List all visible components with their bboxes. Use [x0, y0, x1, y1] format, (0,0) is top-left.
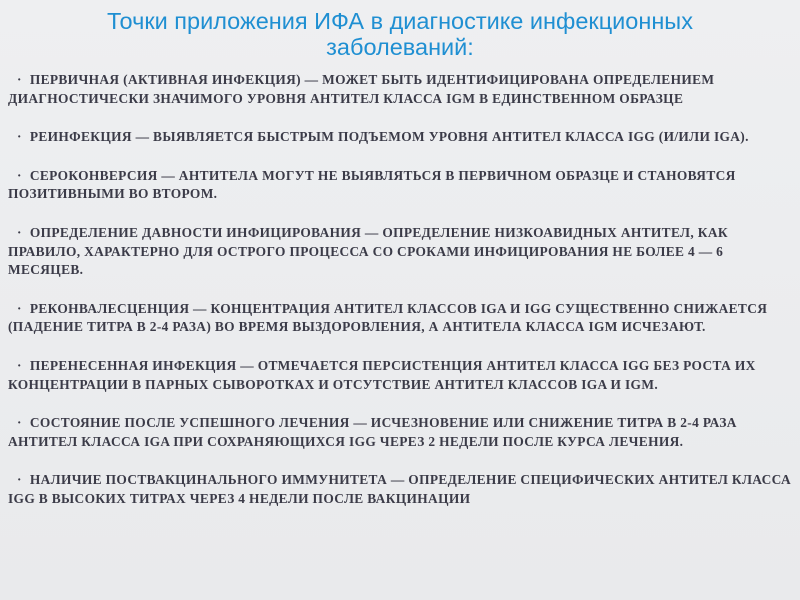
bullet-text: РЕКОНВАЛЕСЦЕНЦИЯ — КОНЦЕНТРАЦИЯ АНТИТЕЛ КЛАССОВ IGA И IGG СУЩЕСТВЕННО СНИЖАЕТСЯ (ПАДЕНИЕ ТИТРА В 2-4 РАЗА) ВО ВРЕМЯ ВЫЗДОРОВЛЕНИЯ, А АНТИТЕЛА КЛАССА IGM ИСЧЕЗАЮТ.	[8, 300, 768, 335]
slide-title-line2: заболеваний:	[326, 34, 474, 60]
bullet-text: ПЕРВИЧНАЯ (АКТИВНАЯ ИНФЕКЦИЯ) — МОЖЕТ БЫТЬ ИДЕНТИФИЦИРОВАНА ОПРЕДЕЛЕНИЕМ ДИАГНОСТИЧЕСКИ ЗНАЧИМОГО УРОВНЯ АНТИТЕЛ КЛАССА IGM В ЕДИНСТВЕННОМ ОБРАЗЦЕ	[8, 72, 715, 106]
bullet-dot-icon: ·	[17, 357, 22, 373]
bullet-item-convalescence	[8, 300, 798, 337]
bullet-text: НАЛИЧИЕ ПОСТВАКЦИНАЛЬНОГО ИММУНИТЕТА — ОПРЕДЕЛЕНИЕ СПЕЦИФИЧЕСКИХ АНТИТЕЛ КЛАССА IGG В ВЫСОКИХ ТИТРАХ ЧЕРЕЗ 4 НЕДЕЛИ ПОСЛЕ ВАКЦИНАЦИИ	[8, 472, 792, 506]
slide-title	[10, 8, 790, 60]
bullet-item-post-treatment	[8, 414, 798, 451]
bullet-item-reinfection	[8, 128, 798, 147]
bullet-dot-icon: ·	[17, 472, 22, 488]
bullet-dot-icon: ·	[17, 224, 22, 240]
bullet-item-infection-age	[8, 224, 798, 280]
bullet-text: ОПРЕДЕЛЕНИЕ ДАВНОСТИ ИНФИЦИРОВАНИЯ — ОПРЕДЕЛЕНИЕ НИЗКОАВИДНЫХ АНТИТЕЛ, КАК ПРАВИЛО, ХАРАКТЕРНО ДЛЯ ОСТРОГО ПРОЦЕССА СО СРОКАМИ ИНФИЦИРОВАНИЯ НЕ БОЛЕЕ 4 — 6 МЕСЯЦЕВ.	[8, 224, 728, 278]
bullet-text: СОСТОЯНИЕ ПОСЛЕ УСПЕШНОГО ЛЕЧЕНИЯ — ИСЧЕЗНОВЕНИЕ ИЛИ СНИЖЕНИЕ ТИТРА В 2-4 РАЗА АНТИТЕЛ КЛАССА IGA ПРИ СОХРАНЯЮЩИХСЯ IGG ЧЕРЕЗ 2 НЕДЕЛИ ПОСЛЕ КУРСА ЛЕЧЕНИЯ.	[8, 415, 737, 449]
bullet-item-past-infection	[8, 357, 798, 394]
bullet-text: ПЕРЕНЕСЕННАЯ ИНФЕКЦИЯ — ОТМЕЧАЕТСЯ ПЕРСИСТЕНЦИЯ АНТИТЕЛ КЛАССА IGG БЕЗ РОСТА ИХ КОНЦЕНТРАЦИИ В ПАРНЫХ СЫВОРОТКАХ И ОТСУТСТВИЕ АНТИТЕЛ КЛАССОВ IGA И IGM.	[8, 357, 756, 392]
bullet-list	[8, 71, 798, 529]
bullet-dot-icon: ·	[17, 415, 22, 431]
bullet-dot-icon: ·	[17, 129, 22, 145]
bullet-dot-icon: ·	[17, 300, 22, 316]
bullet-dot-icon: ·	[17, 72, 22, 87]
bullet-text: СЕРОКОНВЕРСИЯ — АНТИТЕЛА МОГУТ НЕ ВЫЯВЛЯТЬСЯ В ПЕРВИЧНОМ ОБРАЗЦЕ И СТАНОВЯТСЯ ПОЗИТИВНЫМИ ВО ВТОРОМ.	[8, 167, 736, 202]
bullet-item-post-vaccination	[8, 471, 798, 508]
bullet-text: РЕИНФЕКЦИЯ — ВЫЯВЛЯЕТСЯ БЫСТРЫМ ПОДЪЕМОМ УРОВНЯ АНТИТЕЛ КЛАССА IGG (И/ИЛИ IGA).	[29, 129, 749, 145]
bullet-item-primary	[8, 71, 798, 108]
slide-title-line1: Точки приложения ИФА в диагностике инфекционных	[107, 8, 693, 34]
bullet-item-seroconversion	[8, 167, 798, 204]
bullet-dot-icon: ·	[17, 167, 22, 183]
